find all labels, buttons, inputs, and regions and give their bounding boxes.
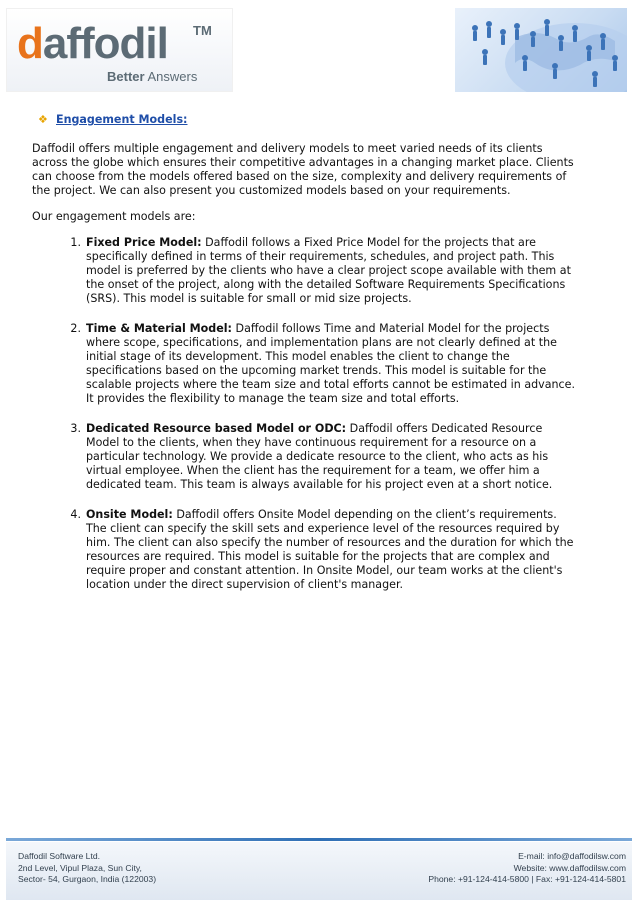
daffodil-logo	[6, 8, 233, 92]
logo-wordmark: daffodil	[17, 19, 168, 68]
section-title: Engagement Models:	[56, 113, 188, 126]
list-item-text: Onsite Model: Daffodil offers Onsite Model depending on the client’s requirements. The client can specify the skill sets and experience level of the resources required by him. The client can also specify the number of resources and the duration for which the resources are required. This model is suitable for the projects that are complex and require proper and constant attention. In Onsite Model, our team works at the client's location under the direct supervision of client's manager.	[86, 508, 574, 591]
footer-contact	[428, 851, 626, 886]
logo-tagline: Better Answers	[107, 69, 198, 84]
list-item-title: Fixed Price Model:	[86, 236, 202, 249]
footer-address-line2: Sector- 54, Gurgaon, India (122003)	[18, 874, 157, 884]
globe-people-icon	[455, 8, 627, 92]
list-item-title: Dedicated Resource based Model or ODC:	[86, 422, 347, 435]
list-item-text: Dedicated Resource based Model or ODC: Daffodil offers Dedicated Resource Model to the clients, when they have continuous requirement for a resource on a particular technology. We provide a dedicate resource to the client, who acts as his virtual employee. When the client has the requirement for a team, we offer him a dedicated team. This team is always available for his project even at a short notice.	[86, 422, 553, 491]
trademark-mark: TM	[193, 23, 212, 38]
engagement-model-list	[32, 236, 577, 592]
document-body	[32, 112, 577, 608]
list-item-text: Fixed Price Model: Daffodil follows a Fixed Price Model for the projects that are specifically defined in terms of their requirements, schedules, and project path. This model is preferred by the clients who have a clear project scope available with them at the onset of the project, along with the detailed Software Requirements Specifications (SRS). This model is suitable for small or mid size projects.	[86, 236, 571, 305]
footer-phone: Phone: +91-124-414-5800 | Fax: +91-124-414-5801	[428, 874, 626, 884]
list-number: 3.	[70, 422, 81, 435]
list-item-text: Time & Material Model: Daffodil follows Time and Material Model for the projects where scope, specifications, and implementation plans are not clearly defined at the initial stage of its development. This model enables the client to change the specifications based on the upcoming market trends. This model is suitable for the scalable projects where the team size and total efforts cannot be estimated in advance. It provides the flexibility to manage the team size and total efforts.	[86, 322, 576, 405]
list-item	[32, 236, 577, 306]
list-number: 4.	[70, 508, 81, 521]
footer-email[interactable]: E-mail: info@daffodilsw.com	[518, 851, 626, 861]
diamond-bullet-icon: ❖	[38, 113, 48, 126]
list-item	[32, 422, 577, 492]
footer-company: Daffodil Software Ltd.	[18, 851, 101, 861]
page-header	[0, 0, 638, 95]
list-number: 1.	[70, 236, 81, 249]
globe-people-image	[455, 8, 627, 92]
section-heading	[38, 112, 577, 128]
footer-address	[18, 851, 156, 886]
footer-divider	[6, 838, 632, 841]
footer-address-line1: 2nd Level, Vipul Plaza, Sun City,	[18, 862, 142, 873]
list-item-title: Time & Material Model:	[86, 322, 232, 335]
list-item	[32, 322, 577, 406]
lead-paragraph: Our engagement models are:	[32, 210, 196, 223]
footer-website[interactable]: Website: www.daffodilsw.com	[513, 862, 626, 873]
list-number: 2.	[70, 322, 81, 335]
page-footer	[0, 838, 638, 903]
list-item-title: Onsite Model:	[86, 508, 173, 521]
list-item	[32, 508, 577, 592]
intro-paragraph: Daffodil offers multiple engagement and delivery models to meet varied needs of its clients across the globe which ensures their competitive advantages in a changing market place. Clients can choose from the models offered based on the size, complexity and delivery requirements of the project. We can also present you customized models based on your requirements.	[32, 142, 574, 197]
